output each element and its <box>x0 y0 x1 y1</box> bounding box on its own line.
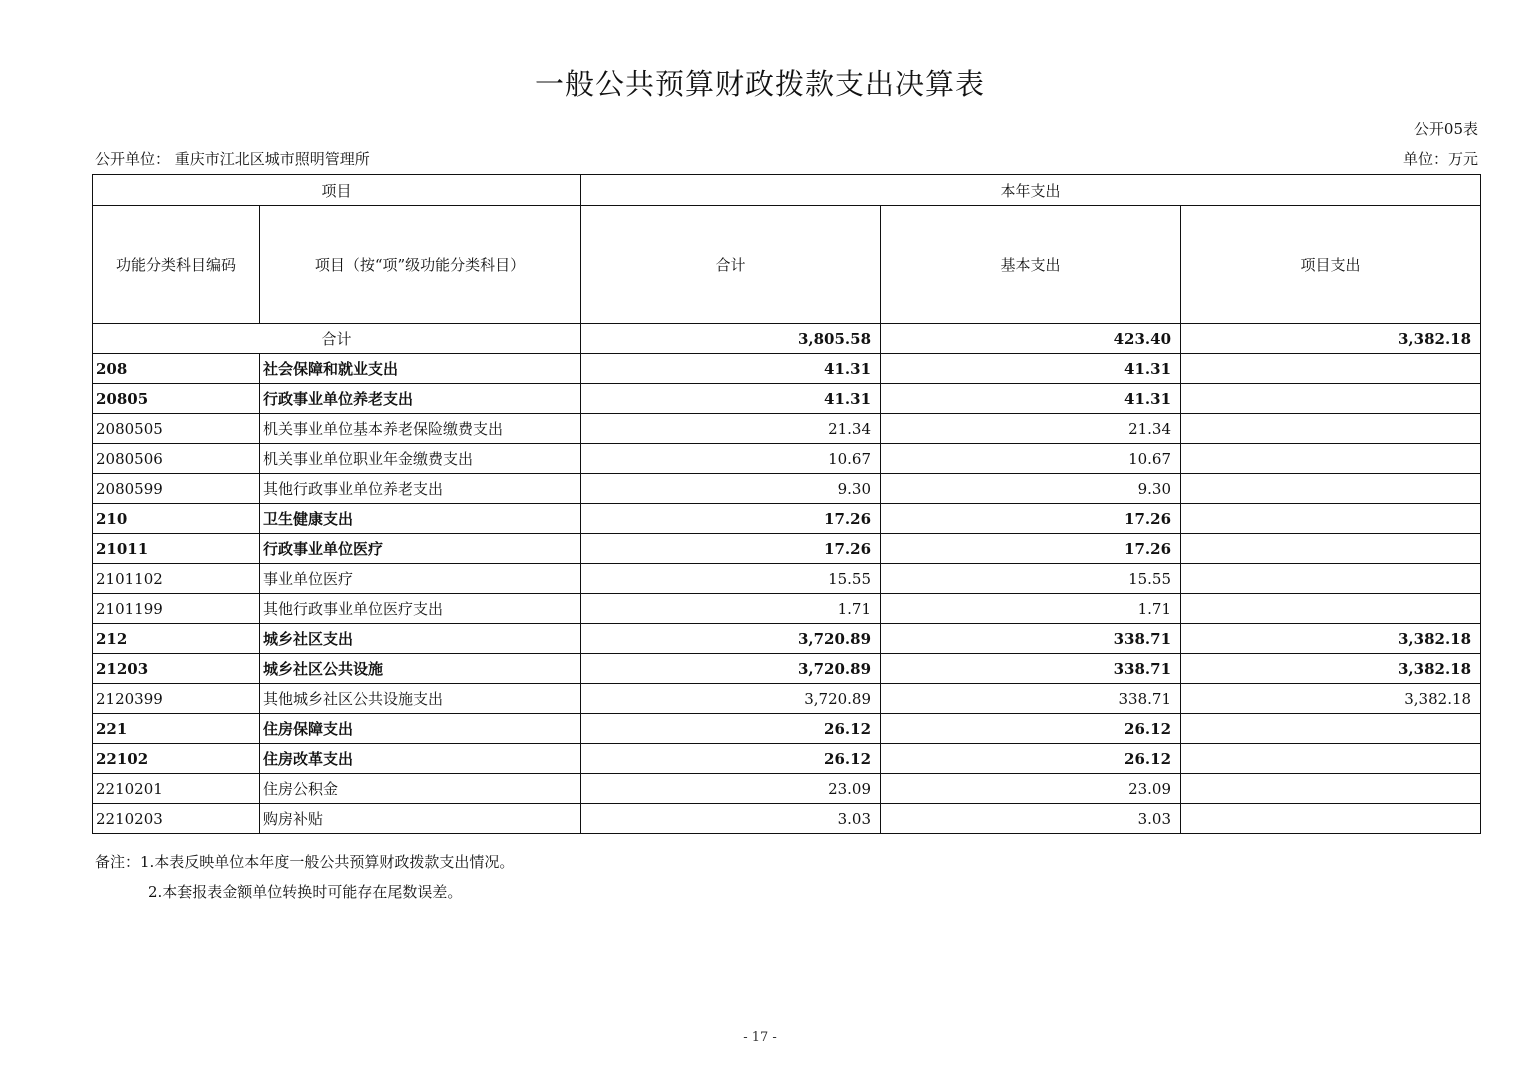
row-basic: 17.26 <box>881 504 1181 534</box>
row-code: 208 <box>93 354 260 384</box>
row-code: 22102 <box>93 744 260 774</box>
row-name: 城乡社区公共设施 <box>260 654 581 684</box>
row-code: 2120399 <box>93 684 260 714</box>
row-basic: 3.03 <box>881 804 1181 834</box>
row-code: 212 <box>93 624 260 654</box>
row-code: 2210201 <box>93 774 260 804</box>
row-code: 2080505 <box>93 414 260 444</box>
row-total: 17.26 <box>581 534 881 564</box>
row-basic: 338.71 <box>881 624 1181 654</box>
table-row <box>93 654 1481 684</box>
table-row <box>93 594 1481 624</box>
page-title: 一般公共预算财政拨款支出决算表 <box>534 67 985 101</box>
row-total: 17.26 <box>581 504 881 534</box>
total-label: 合计 <box>93 324 581 354</box>
row-basic: 1.71 <box>881 594 1181 624</box>
row-name: 住房改革支出 <box>260 744 581 774</box>
row-code: 2080506 <box>93 444 260 474</box>
row-name: 城乡社区支出 <box>260 624 581 654</box>
header-total: 合计 <box>581 206 881 324</box>
header-code: 功能分类科目编码 <box>93 206 260 324</box>
row-name: 机关事业单位基本养老保险缴费支出 <box>260 414 581 444</box>
form-number: 公开05表 <box>1413 120 1478 138</box>
page-number: - 17 - <box>743 1030 777 1045</box>
row-basic: 26.12 <box>881 714 1181 744</box>
header-item: 项目 <box>93 175 581 206</box>
row-project <box>1181 594 1481 624</box>
header-project: 项目支出 <box>1181 206 1481 324</box>
row-total: 1.71 <box>581 594 881 624</box>
table-row <box>93 384 1481 414</box>
row-project <box>1181 564 1481 594</box>
row-code: 21203 <box>93 654 260 684</box>
table-row <box>93 714 1481 744</box>
row-total: 26.12 <box>581 744 881 774</box>
row-project: 3,382.18 <box>1181 654 1481 684</box>
row-total: 26.12 <box>581 714 881 744</box>
table-row <box>93 624 1481 654</box>
row-total: 21.34 <box>581 414 881 444</box>
row-code: 21011 <box>93 534 260 564</box>
reporting-unit: 公开单位： 重庆市江北区城市照明管理所 <box>95 150 370 168</box>
row-basic: 338.71 <box>881 654 1181 684</box>
table-row <box>93 804 1481 834</box>
row-name: 行政事业单位医疗 <box>260 534 581 564</box>
table-row <box>93 414 1481 444</box>
table-row <box>93 684 1481 714</box>
row-name: 住房保障支出 <box>260 714 581 744</box>
row-project <box>1181 774 1481 804</box>
row-total: 9.30 <box>581 474 881 504</box>
total-total: 3,805.58 <box>581 324 881 354</box>
row-total: 41.31 <box>581 384 881 414</box>
note-2: 2.本套报表金额单位转换时可能存在尾数误差。 <box>148 883 463 901</box>
row-project <box>1181 804 1481 834</box>
row-project: 3,382.18 <box>1181 624 1481 654</box>
row-total: 23.09 <box>581 774 881 804</box>
row-basic: 23.09 <box>881 774 1181 804</box>
row-code: 2101102 <box>93 564 260 594</box>
money-unit: 单位：万元 <box>1402 150 1478 168</box>
row-basic: 10.67 <box>881 444 1181 474</box>
row-name: 住房公积金 <box>260 774 581 804</box>
row-project <box>1181 474 1481 504</box>
row-name: 事业单位医疗 <box>260 564 581 594</box>
note-1: 备注：1.本表反映单位本年度一般公共预算财政拨款支出情况。 <box>95 853 515 871</box>
header-current-year: 本年支出 <box>581 175 1481 206</box>
row-project <box>1181 354 1481 384</box>
table-row <box>93 564 1481 594</box>
row-project <box>1181 714 1481 744</box>
row-project <box>1181 444 1481 474</box>
row-code: 210 <box>93 504 260 534</box>
table-row <box>93 534 1481 564</box>
header-row-2 <box>93 206 1481 324</box>
row-project <box>1181 534 1481 564</box>
row-project <box>1181 504 1481 534</box>
row-project <box>1181 384 1481 414</box>
row-name: 机关事业单位职业年金缴费支出 <box>260 444 581 474</box>
row-total: 10.67 <box>581 444 881 474</box>
row-code: 2080599 <box>93 474 260 504</box>
total-row <box>93 324 1481 354</box>
row-code: 2101199 <box>93 594 260 624</box>
row-total: 3,720.89 <box>581 684 881 714</box>
row-code: 20805 <box>93 384 260 414</box>
row-name: 其他城乡社区公共设施支出 <box>260 684 581 714</box>
row-name: 其他行政事业单位养老支出 <box>260 474 581 504</box>
row-basic: 41.31 <box>881 384 1181 414</box>
table-row <box>93 744 1481 774</box>
table-row <box>93 474 1481 504</box>
table-row <box>93 774 1481 804</box>
row-total: 3.03 <box>581 804 881 834</box>
table-row <box>93 504 1481 534</box>
row-basic: 21.34 <box>881 414 1181 444</box>
row-basic: 15.55 <box>881 564 1181 594</box>
row-total: 3,720.89 <box>581 624 881 654</box>
row-basic: 26.12 <box>881 744 1181 774</box>
row-basic: 9.30 <box>881 474 1181 504</box>
row-code: 2210203 <box>93 804 260 834</box>
row-basic: 41.31 <box>881 354 1181 384</box>
row-name: 购房补贴 <box>260 804 581 834</box>
row-code: 221 <box>93 714 260 744</box>
header-name: 项目（按“项”级功能分类科目） <box>260 206 581 324</box>
expenditure-table <box>92 174 1481 834</box>
row-project <box>1181 744 1481 774</box>
total-project: 3,382.18 <box>1181 324 1481 354</box>
row-project <box>1181 414 1481 444</box>
row-name: 卫生健康支出 <box>260 504 581 534</box>
row-total: 15.55 <box>581 564 881 594</box>
row-basic: 17.26 <box>881 534 1181 564</box>
row-project: 3,382.18 <box>1181 684 1481 714</box>
table-row <box>93 444 1481 474</box>
row-total: 41.31 <box>581 354 881 384</box>
row-name: 行政事业单位养老支出 <box>260 384 581 414</box>
row-basic: 338.71 <box>881 684 1181 714</box>
row-name: 社会保障和就业支出 <box>260 354 581 384</box>
row-total: 3,720.89 <box>581 654 881 684</box>
header-basic: 基本支出 <box>881 206 1181 324</box>
total-basic: 423.40 <box>881 324 1181 354</box>
row-name: 其他行政事业单位医疗支出 <box>260 594 581 624</box>
table-row <box>93 354 1481 384</box>
header-row-1 <box>93 175 1481 206</box>
